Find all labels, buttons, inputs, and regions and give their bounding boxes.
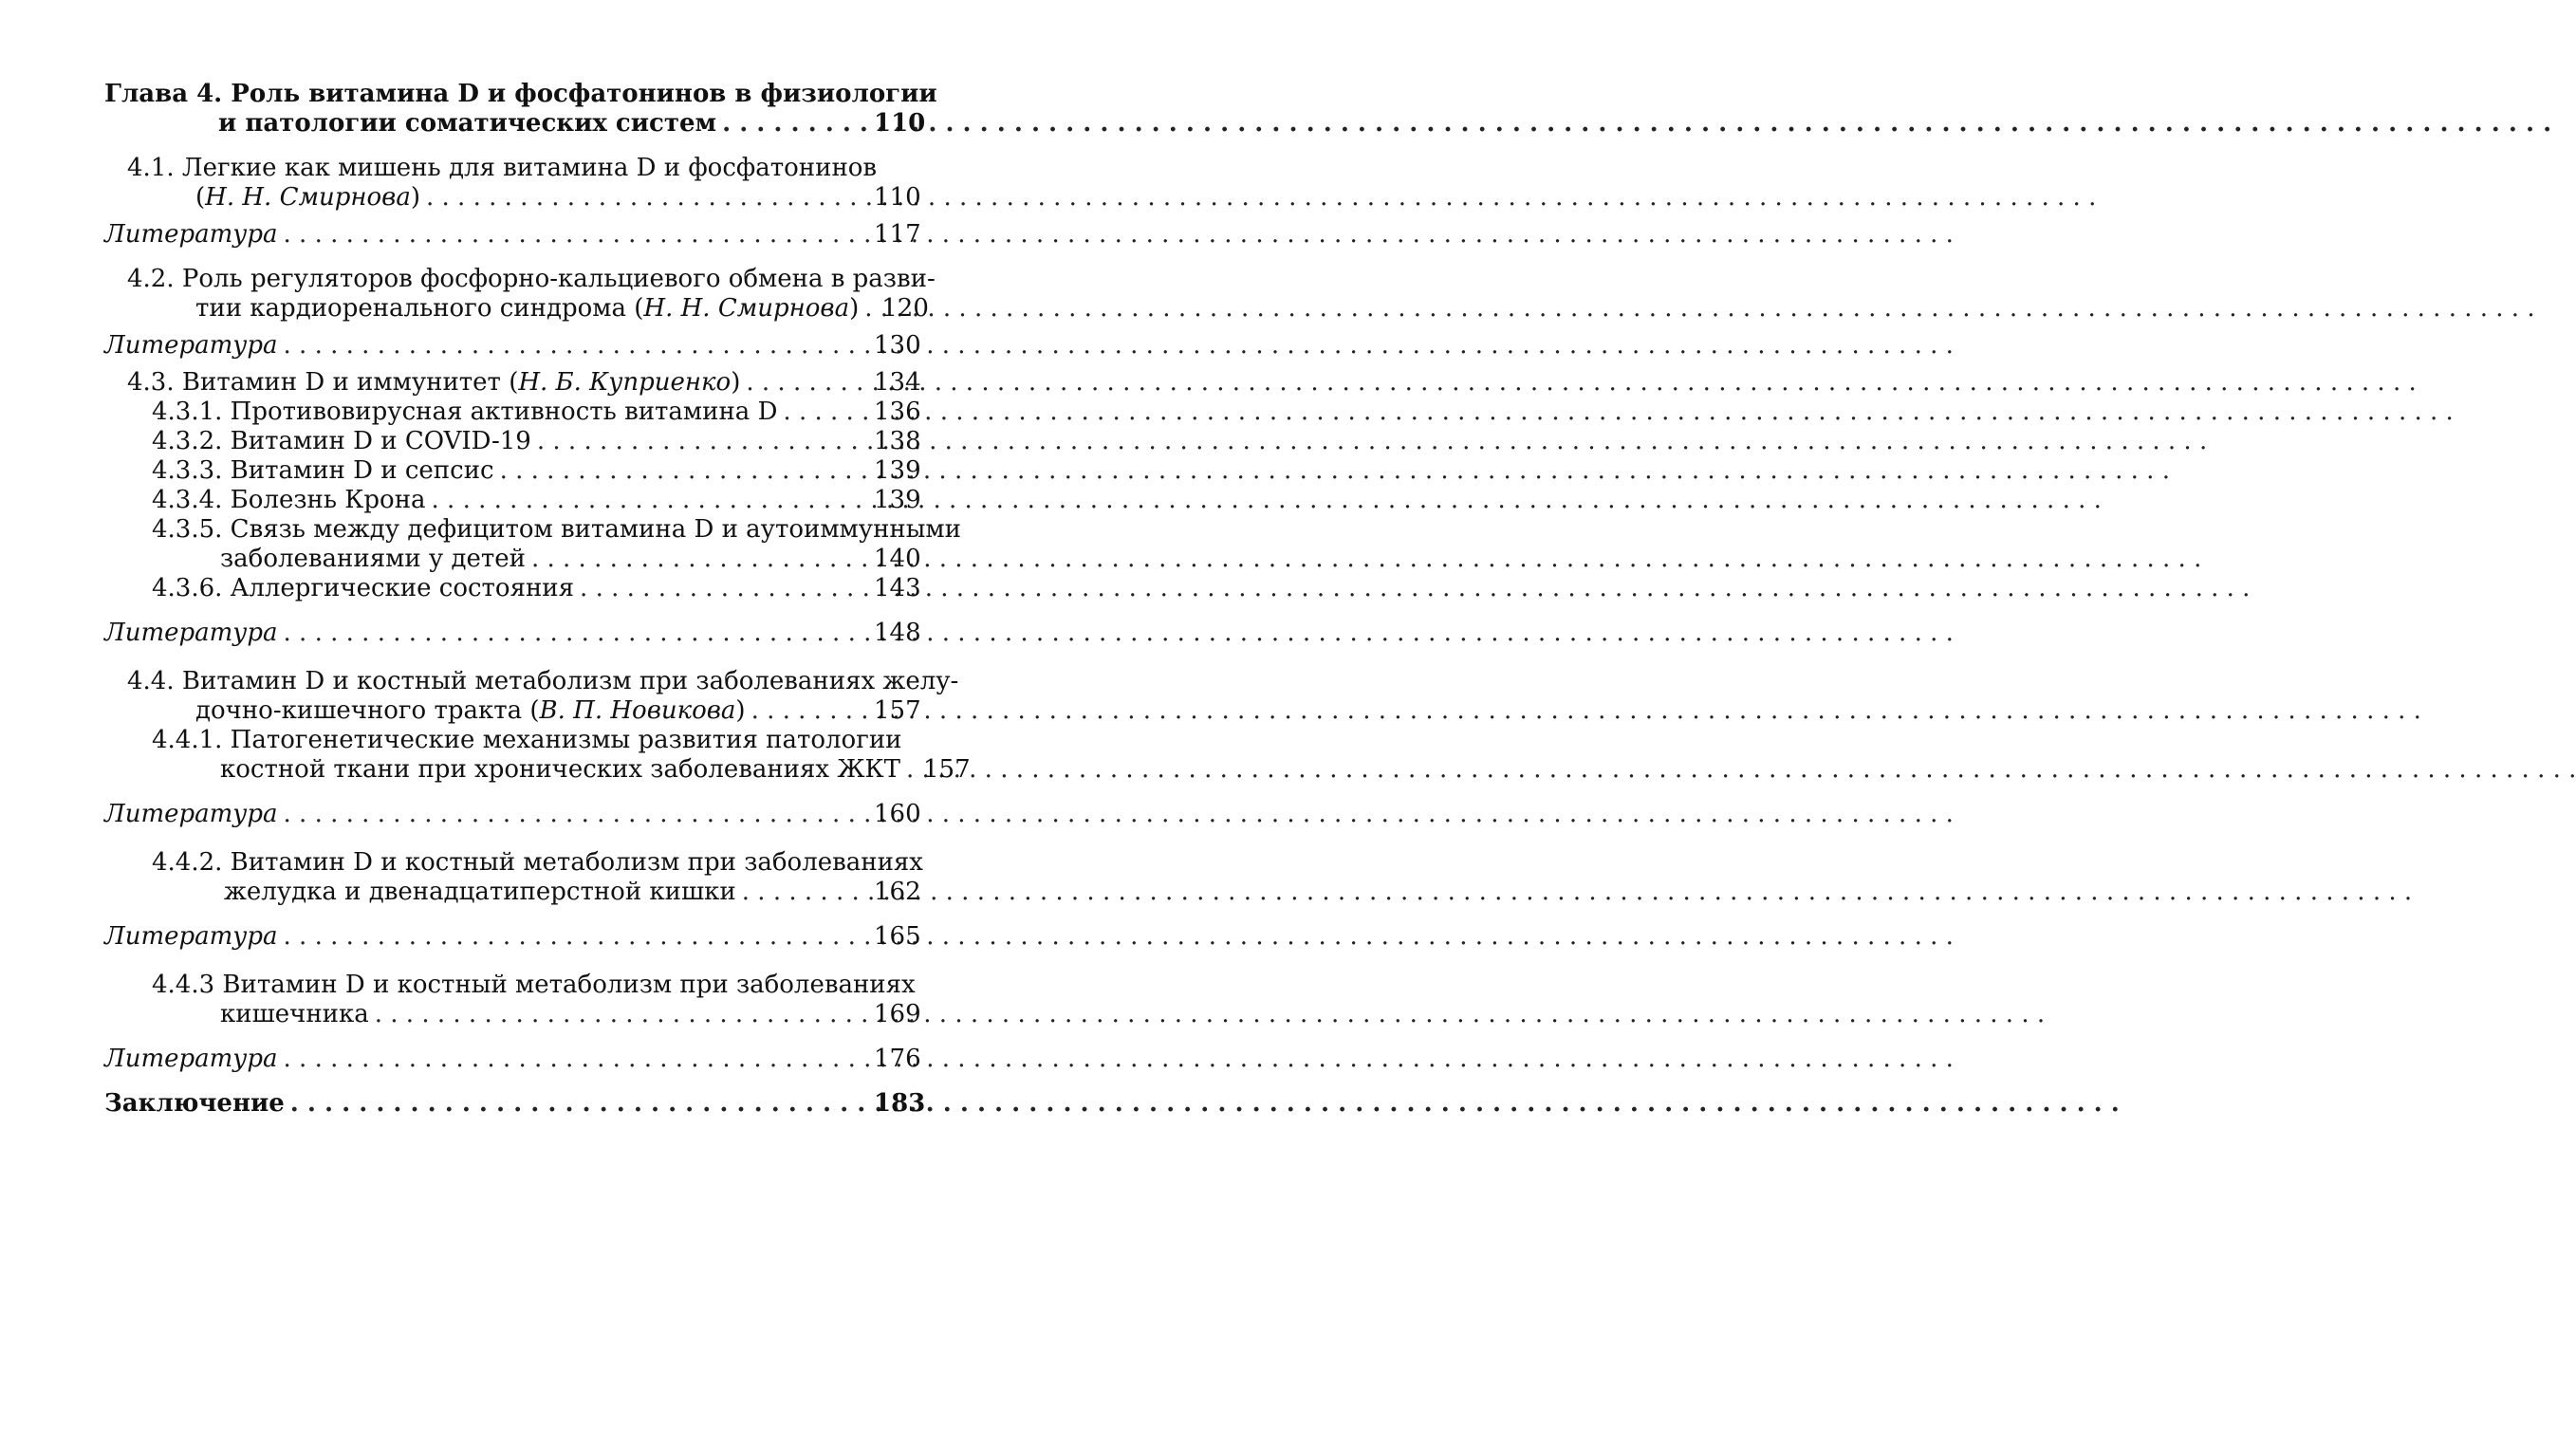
toc-subsection-title: 4.3.5. Связь между дефицитом витамина D и аутоиммунными — [152, 515, 961, 544]
toc-subsection-4-3-2[interactable] — [104, 427, 921, 456]
toc-subsection-title: 4.4.2. Витамин D и костный метаболизм при заболеваниях — [152, 848, 923, 877]
literature-label: Литература — [104, 619, 278, 647]
title-text: дочно-кишечного тракта ( — [195, 696, 540, 725]
literature-label: Литература — [104, 331, 278, 360]
toc-subsection-title: 4.3.4. Болезнь Крона — [152, 486, 426, 514]
toc-section-title: 4.4. Витамин D и костный метаболизм при заболеваниях желу- — [127, 667, 959, 695]
paren-open: ( — [195, 183, 206, 212]
page-number: 165 — [874, 922, 921, 951]
table-of-contents — [104, 80, 971, 1119]
toc-section-title: 4.2. Роль регуляторов фосфорно-кальциевого обмена в разви- — [127, 265, 936, 293]
paren-close: ) — [410, 183, 420, 212]
toc-subsection-4-3-6[interactable] — [104, 574, 921, 603]
author: Н. Б. Куприенко — [518, 368, 732, 397]
page-number: 138 — [874, 427, 921, 455]
title-text: 4.3. Витамин D и иммунитет ( — [127, 368, 519, 397]
toc-section-4-2[interactable] — [104, 265, 936, 324]
toc-subsection-4-3-4[interactable] — [104, 486, 921, 515]
toc-subsection-title-cont: кишечника — [220, 1000, 369, 1028]
page-number: 183 — [874, 1089, 926, 1118]
page-number: 130 — [874, 331, 921, 360]
author: В. П. Новикова — [539, 696, 736, 725]
author: Н. Н. Смирнова — [643, 294, 850, 323]
leader-dots — [375, 1000, 866, 1029]
leader-dots — [432, 486, 866, 515]
page-number: 140 — [874, 545, 921, 573]
page-number: 160 — [874, 800, 921, 828]
leader-dots — [284, 619, 866, 648]
leader-dots — [751, 696, 866, 726]
toc-subsection-title: 4.4.3 Витамин D и костный метаболизм при заболеваниях — [152, 971, 916, 999]
toc-subsection-title-cont: заболеваниями у детей — [220, 545, 526, 573]
author: Н. Н. Смирнова — [205, 183, 411, 212]
leader-dots — [290, 1089, 866, 1119]
toc-subsection-title: 4.3.3. Витамин D и сепсис — [152, 456, 494, 485]
toc-section-title-cont — [195, 696, 746, 726]
page-number: 176 — [874, 1045, 921, 1073]
toc-conclusion[interactable] — [104, 1089, 926, 1119]
page-number: 120 — [881, 294, 929, 323]
toc-literature-6[interactable] — [104, 1045, 921, 1074]
page-number: 157 — [923, 755, 971, 784]
toc-section-title-cont — [195, 183, 420, 213]
page-number: 110 — [874, 183, 921, 212]
toc-literature-5[interactable] — [104, 922, 921, 952]
toc-section-title: 4.1. Легкие как мишень для витамина D и фосфатонинов — [127, 154, 878, 182]
toc-literature-3[interactable] — [104, 619, 921, 648]
toc-literature-4[interactable] — [104, 800, 921, 829]
literature-label: Литература — [104, 1045, 278, 1073]
toc-section-4-1[interactable] — [104, 154, 921, 213]
leader-dots — [284, 220, 866, 250]
leader-dots — [742, 878, 866, 907]
conclusion-label: Заключение — [104, 1089, 285, 1118]
toc-subsection-title: 4.3.1. Противовирусная активность витамина D — [152, 398, 778, 426]
leader-dots — [284, 331, 866, 361]
paren-close: ) — [731, 368, 741, 397]
leader-dots — [500, 456, 866, 486]
toc-literature-1[interactable] — [104, 220, 921, 250]
page-number: 139 — [874, 486, 921, 514]
literature-label: Литература — [104, 220, 278, 249]
toc-section-4-3[interactable] — [104, 368, 921, 398]
toc-chapter-4-title: Глава 4. Роль витамина D и фосфатонинов в физиологии — [104, 80, 937, 108]
leader-dots — [746, 368, 866, 398]
toc-subsection-title: 4.3.2. Витамин D и COVID-19 — [152, 427, 531, 455]
leader-dots — [783, 398, 866, 427]
toc-subsection-4-3-5[interactable] — [104, 515, 961, 574]
toc-chapter-4-title-cont: и патологии соматических систем — [218, 109, 717, 138]
toc-section-title — [127, 368, 740, 398]
toc-subsection-title-cont: желудка и двенадцатиперстной кишки — [224, 878, 736, 906]
paren-close: ) — [735, 696, 746, 725]
toc-subsection-4-4-1[interactable] — [104, 726, 971, 785]
toc-section-4-4[interactable] — [104, 667, 959, 726]
title-text: тии кардиоренального синдрома ( — [195, 294, 644, 323]
page-number: 134 — [874, 368, 921, 397]
toc-subsection-title: 4.4.1. Патогенетические механизмы развития патологии — [152, 726, 902, 754]
leader-dots — [531, 545, 866, 574]
page-number: 169 — [874, 1000, 921, 1028]
page-number: 139 — [874, 456, 921, 485]
toc-subsection-4-4-3[interactable] — [104, 971, 921, 1029]
page-number: 143 — [874, 574, 921, 602]
toc-section-title-cont — [195, 294, 859, 324]
leader-dots — [906, 755, 916, 785]
leader-dots — [722, 109, 866, 139]
toc-subsection-4-4-2[interactable] — [104, 848, 923, 907]
leader-dots — [580, 574, 866, 603]
page-number: 136 — [874, 398, 921, 426]
toc-chapter-4[interactable] — [104, 80, 937, 139]
leader-dots — [537, 427, 866, 456]
leader-dots — [284, 922, 866, 952]
page-number: 157 — [874, 696, 921, 725]
literature-label: Литература — [104, 922, 278, 951]
leader-dots — [284, 1045, 866, 1074]
toc-subsection-title-cont: костной ткани при хронических заболеваниях ЖКТ — [220, 755, 901, 784]
literature-label: Литература — [104, 800, 278, 828]
leader-dots — [426, 183, 866, 213]
toc-subsection-4-3-1[interactable] — [104, 398, 921, 427]
paren-close: ) — [849, 294, 860, 323]
leader-dots — [284, 800, 866, 829]
toc-literature-2[interactable] — [104, 331, 921, 361]
toc-subsection-4-3-3[interactable] — [104, 456, 921, 486]
page-number: 117 — [874, 220, 921, 249]
toc-subsection-title: 4.3.6. Аллергические состояния — [152, 574, 575, 602]
leader-dots — [864, 294, 874, 324]
page-number: 162 — [874, 878, 921, 906]
page-number: 110 — [874, 109, 926, 138]
page-number: 148 — [874, 619, 921, 647]
